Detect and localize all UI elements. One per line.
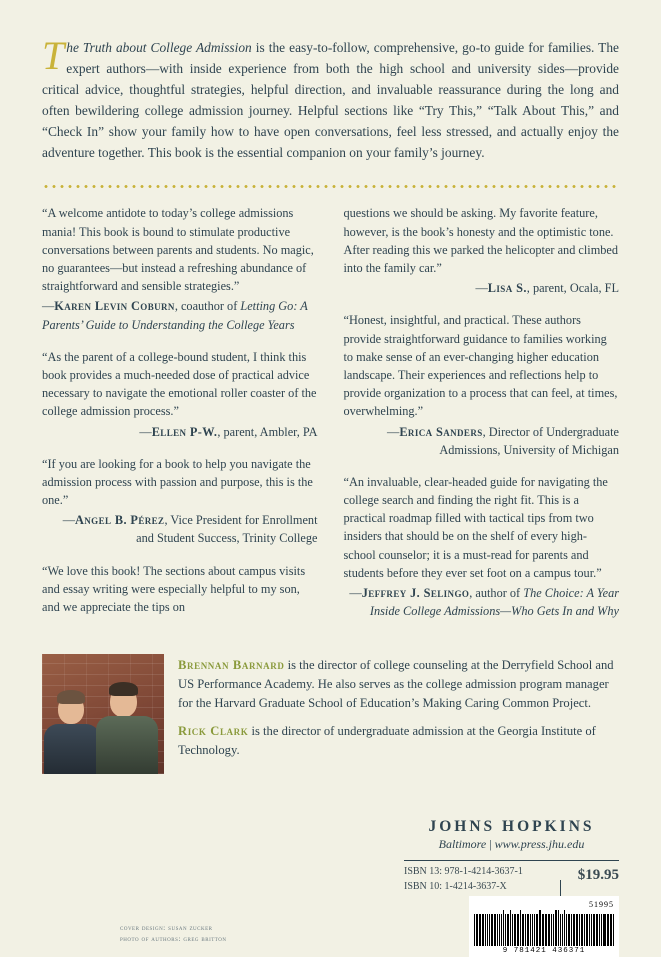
attribution-name: Lisa S. (487, 281, 527, 296)
isbn-10: ISBN 10: 1-4214-3637-X (404, 880, 507, 892)
attribution-work: Letting Go: A Parents’ Guide to Understanding the College Years (42, 299, 308, 332)
attribution-role: , author of (469, 586, 524, 600)
quote-text: “As the parent of a college-bound student, I think this book provides a much-needed dose of practical advice necessary to navigate the emotional roller coaster of the college admission process.” (42, 349, 317, 419)
back-cover-blurb (42, 0, 619, 163)
barcode-digits: 9 781421 436371 (502, 947, 586, 955)
attribution-name: Angel B. Pérez (75, 513, 165, 528)
attribution-name: Ellen P-W. (151, 424, 218, 439)
author-hair-left (57, 690, 85, 704)
attribution-role: , coauthor of (174, 299, 241, 314)
attribution-dash: — (349, 586, 362, 600)
author-name: Rick Clark (178, 724, 249, 739)
barcode-price-code: 51995 (589, 900, 614, 909)
publisher-block (404, 818, 619, 894)
attribution-dash: — (62, 513, 75, 528)
author-bio: is the director of undergraduate admission at the Georgia Institute of Technology. (178, 724, 596, 757)
author-torso-left (44, 724, 100, 774)
isbn-group (404, 865, 523, 894)
attribution-dash: — (475, 281, 488, 296)
quote-block (344, 473, 620, 621)
quote-attribution (344, 279, 620, 297)
drop-cap: T (42, 33, 65, 78)
praise-quotes (42, 204, 619, 634)
author-name: Brennan Barnard (178, 658, 285, 673)
publisher-imprint-line (404, 837, 619, 852)
dotted-divider (42, 185, 619, 188)
attribution-role: , parent, Ambler, PA (217, 424, 318, 439)
blurb-body: is the easy-to-follow, comprehensive, go-to guide for families. The expert authors—with inside experience from both the high school and university sides—provide critical advice, thoughtful strategies, helpful direction, and invaluable reassurance during the long and often bewildering college admission journey. Helpful sections like “Try This,” “Talk About This,” and “Check In” show your family how to have open conversations, feel less stressed, and actually enjoy the adventure together. This book is the essential companion on your family’s journey. (42, 40, 619, 160)
attribution-dash: — (139, 424, 152, 439)
attribution-name: Karen Levin Coburn (54, 299, 175, 314)
author-hair-right (109, 682, 138, 696)
price-label: $19.95 (577, 867, 619, 883)
quote-block (42, 348, 318, 441)
quote-text: “Honest, insightful, and practical. These authors provide straightforward guidance to families working to make sense of an ever-changing higher education landscape. Their experiences and reflections help to provide organization to a process that can feel, at times, overwhelming.” (343, 313, 618, 419)
publisher-name: JOHNS HOPKINS (428, 818, 595, 835)
quote-attribution (42, 423, 318, 441)
credit-cover-design: cover design: susan zucker (120, 923, 213, 932)
attribution-role: , Director of Undergraduate Admissions, University of Michigan (439, 424, 619, 457)
barcode (469, 896, 619, 957)
quote-block (344, 204, 620, 297)
quote-block (42, 455, 318, 548)
author-bios (42, 654, 619, 774)
quote-block (42, 562, 318, 617)
attribution-role: , parent, Ocala, FL (526, 281, 619, 296)
quote-block (42, 204, 318, 333)
quote-text: “If you are looking for a book to help you navigate the admission process with passion and purpose, this is the one.” (42, 456, 313, 508)
author-bio-block (178, 656, 619, 713)
quotes-column-right (344, 204, 620, 634)
attribution-name: Jeffrey J. Selingo (361, 586, 470, 600)
isbn-13: ISBN 13: 978-1-4214-3637-1 (404, 866, 523, 877)
barcode-bars (474, 910, 614, 946)
quote-block (344, 311, 620, 459)
quote-text: “A welcome antidote to today’s college admissions mania! This book is bound to stimulate productive conversations between parents and students. No magic, no guarantees—but instead a refreshing abundance of straightforward and sensible strategies.” (42, 206, 314, 294)
quote-attribution (42, 297, 318, 333)
publisher-url: www.press.jhu.edu (494, 837, 585, 851)
blurb-book-title: he Truth about College Admission (66, 40, 252, 55)
credit-photo: photo of authors: greg britton (120, 934, 227, 943)
attribution-name: Erica Sanders (399, 424, 483, 439)
quote-attribution (42, 511, 318, 547)
quote-text: “An invaluable, clear-headed guide for navigating the college search and finding the right fit. This is a practical roadmap filled with tactical tips from two insiders that should be on the shelf of every high-school counselor; it is a must-read for parents and students before they ever set foot on a campus tour.” (343, 474, 608, 580)
quote-attribution (344, 423, 620, 459)
author-torso-right (96, 716, 158, 774)
publisher-separator: | (489, 837, 492, 851)
author-bio-text (178, 654, 619, 774)
attribution-dash: — (387, 424, 400, 439)
quotes-column-left (42, 204, 318, 634)
attribution-role: , Vice President for Enrollment and Student Success, Trinity College (136, 513, 318, 546)
quote-attribution (344, 584, 620, 620)
author-bio-block (178, 722, 619, 760)
author-photo (42, 654, 164, 774)
publisher-city: Baltimore (438, 837, 487, 851)
quote-text: questions we should be asking. My favorite feature, however, is the book’s honesty and the optimistic tone. After reading this we parked the helicopter and climbed into the family car.” (343, 206, 619, 275)
attribution-dash: — (42, 299, 55, 314)
cover-credits (120, 922, 226, 944)
author-bio: is the director of college counseling at the Derryfield School and US Performance Academy. He also serves as the college admission program manager for the Harvard Graduate School of Education’s Making Caring Common Project. (178, 658, 614, 711)
quote-text: “We love this book! The sections about campus visits and essay writing were especially helpful to my son, and we appreciate the tips on (42, 563, 306, 614)
attribution-work: The Choice: A Year Inside College Admissions—Who Gets In and Why (369, 586, 619, 619)
isbn-price-row (404, 860, 619, 894)
